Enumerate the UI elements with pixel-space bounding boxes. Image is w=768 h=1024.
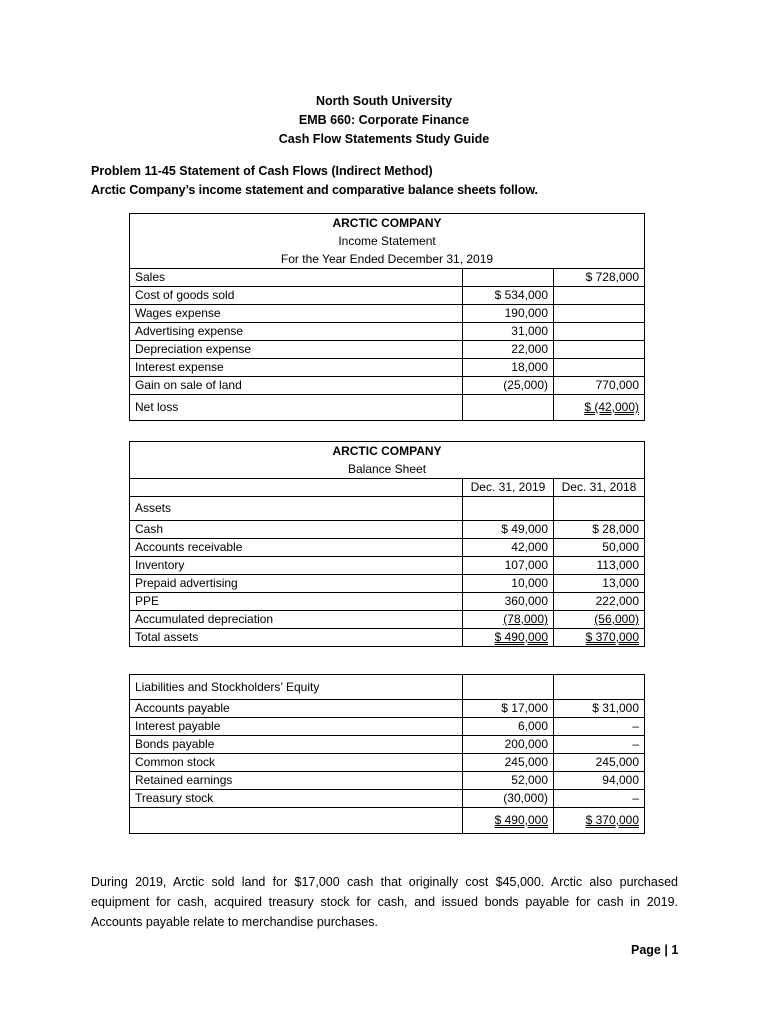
table-row [130,736,645,754]
table-row [130,754,645,772]
table-row [130,341,645,359]
row-label: PPE [130,593,463,611]
row-label: Common stock [130,754,463,772]
total-value-b: $ 370,000 [585,813,639,827]
net-loss-row [130,395,645,421]
table-row [130,718,645,736]
row-value-a: 18,000 [463,359,554,377]
row-value-a [463,395,554,421]
row-value-b: 113,000 [554,557,645,575]
row-value-a: 200,000 [463,736,554,754]
balance-company: ARCTIC COMPANY [332,444,442,458]
row-label: Advertising expense [130,323,463,341]
row-value-b: $ 28,000 [554,521,645,539]
row-value-a: (25,000) [463,377,554,395]
total-value-a: $ 490,000 [494,813,548,827]
header-blank [130,479,463,497]
row-value-a: 245,000 [463,754,554,772]
row-label: Prepaid advertising [130,575,463,593]
row-label: Accumulated depreciation [130,611,463,629]
table-row [130,323,645,341]
page-number: Page | 1 [631,943,679,957]
problem-title: Problem 11-45 Statement of Cash Flows (Indirect Method) [91,164,433,178]
row-value-a: $ 490,000 [494,630,548,644]
row-value-b [554,305,645,323]
balance-statement-name: Balance Sheet [347,462,427,476]
table-row [130,269,645,287]
table-row [130,593,645,611]
row-value-b: 245,000 [554,754,645,772]
table-row [130,287,645,305]
net-loss-value: $ (42,000) [584,400,640,414]
row-value-b [554,359,645,377]
row-value-b: 50,000 [554,539,645,557]
table-row [130,305,645,323]
row-value-b [554,341,645,359]
balance-sheet-table [129,441,645,647]
column-header-row [130,479,645,497]
row-label: Bonds payable [130,736,463,754]
column-header-2019: Dec. 31, 2019 [463,479,554,497]
row-label: Inventory [130,557,463,575]
row-value-b [554,323,645,341]
row-label: Total assets [130,629,463,647]
row-label: Cost of goods sold [130,287,463,305]
table-row [130,772,645,790]
row-value-b: 94,000 [554,772,645,790]
row-label: Accounts payable [130,700,463,718]
table-row [130,700,645,718]
value-cell [554,808,645,834]
row-value-a: 42,000 [463,539,554,557]
table-row [130,611,645,629]
row-value-a: 190,000 [463,305,554,323]
row-value-b: 13,000 [554,575,645,593]
income-statement-name: Income Statement [338,234,436,248]
table-row [130,575,645,593]
row-value-b: 222,000 [554,593,645,611]
row-label: Accounts receivable [130,539,463,557]
liabilities-heading-row [130,675,645,700]
row-value-a: (78,000) [503,612,548,626]
row-value-a [463,269,554,287]
footer-paragraph: During 2019, Arctic sold land for $17,000 cash that originally cost $45,000. Arctic also purchased equipment for cash, acquired treasury stock for cash, and issued bonds payable for cash in 2019. Accounts payable relate to merchandise purchases. [91,875,678,929]
table-row [130,377,645,395]
assets-heading: Assets [130,497,463,521]
document-header [0,92,768,149]
balance-title-cell [130,442,645,479]
value-cell [463,629,554,647]
row-value-b: – [554,736,645,754]
liabilities-equity-table [129,674,645,834]
table-row [130,359,645,377]
blank-cell [554,675,645,700]
table-row [130,557,645,575]
row-value-a: $ 534,000 [463,287,554,305]
value-cell [463,808,554,834]
income-title-cell [130,214,645,269]
row-value-b: 770,000 [554,377,645,395]
row-value-a: 52,000 [463,772,554,790]
row-value-b [554,287,645,305]
total-liabilities-row [130,808,645,834]
problem-intro: Arctic Company’s income statement and comparative balance sheets follow. [91,183,538,197]
assets-heading-row [130,497,645,521]
course-name: EMB 660: Corporate Finance [298,113,470,127]
row-value-a: 22,000 [463,341,554,359]
column-header-2018: Dec. 31, 2018 [554,479,645,497]
row-label: Interest expense [130,359,463,377]
row-value-b: $ 31,000 [554,700,645,718]
row-value-a: 31,000 [463,323,554,341]
row-value-b: $ 728,000 [554,269,645,287]
row-value-a: $ 49,000 [463,521,554,539]
university-name: North South University [315,94,453,108]
value-cell [554,629,645,647]
blank-cell [554,497,645,521]
row-value-a: 6,000 [463,718,554,736]
guide-title: Cash Flow Statements Study Guide [278,132,490,146]
row-label: Retained earnings [130,772,463,790]
row-label: Gain on sale of land [130,377,463,395]
income-period: For the Year Ended December 31, 2019 [280,252,494,266]
row-label: Depreciation expense [130,341,463,359]
income-statement-table [129,213,645,421]
table-row [130,790,645,808]
row-value-a: (30,000) [463,790,554,808]
row-value-a: 360,000 [463,593,554,611]
table-row [130,521,645,539]
row-label: Wages expense [130,305,463,323]
value-cell [554,611,645,629]
row-value-b: – [554,790,645,808]
net-loss-cell [554,395,645,421]
row-value-b: – [554,718,645,736]
value-cell [463,611,554,629]
table-row [130,539,645,557]
row-label: Sales [130,269,463,287]
blank-cell [463,675,554,700]
row-value-a: 107,000 [463,557,554,575]
row-label: Cash [130,521,463,539]
row-label: Treasury stock [130,790,463,808]
blank-cell [463,497,554,521]
income-company: ARCTIC COMPANY [332,216,442,230]
row-value-b: (56,000) [594,612,639,626]
liabilities-heading: Liabilities and Stockholders’ Equity [130,675,463,700]
total-assets-row [130,629,645,647]
row-value-b: $ 370,000 [585,630,639,644]
row-value-a: 10,000 [463,575,554,593]
row-label: Interest payable [130,718,463,736]
blank-cell [130,808,463,834]
net-loss-label: Net loss [130,395,463,421]
row-value-a: $ 17,000 [463,700,554,718]
